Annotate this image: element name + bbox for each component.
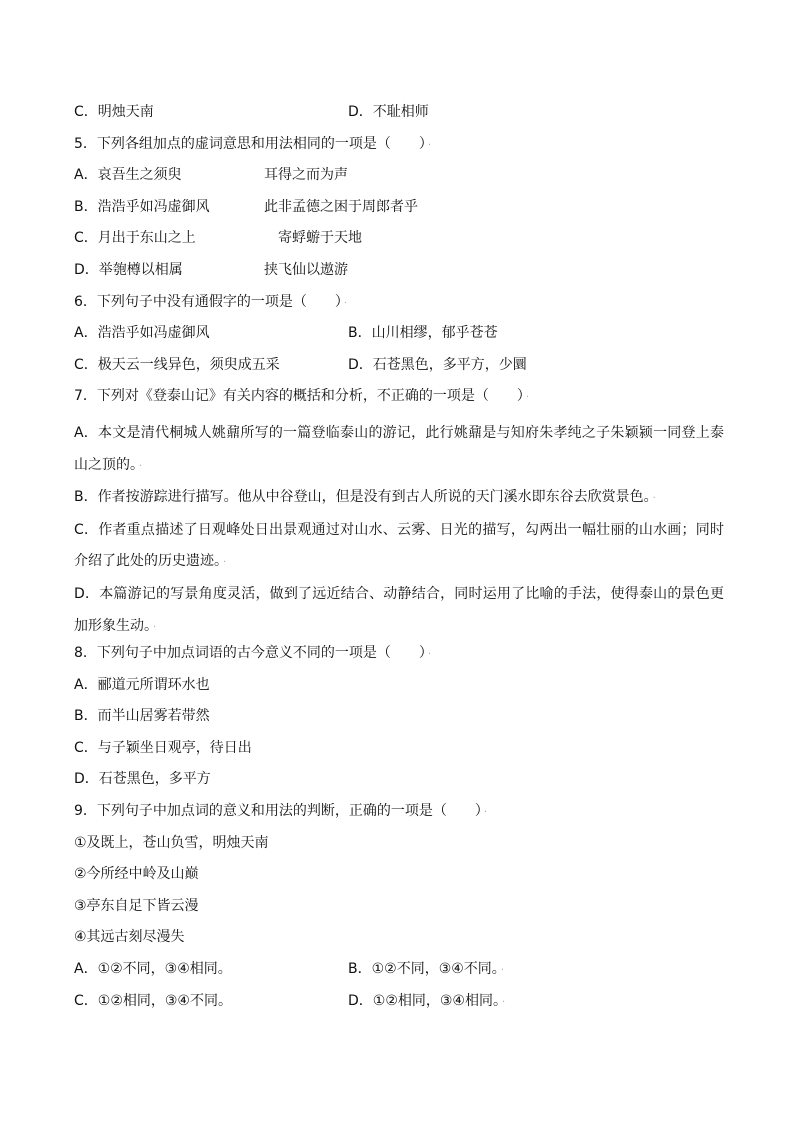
q9-item-4: ④其远古刻尽漫失 xyxy=(74,929,185,946)
q5-option-d-left: D．举匏樽以相属 xyxy=(74,261,183,278)
q5-option-c-left: C．月出于东山之上 xyxy=(74,230,196,247)
q6-options-ab xyxy=(74,323,724,355)
q9-options-cd xyxy=(74,991,724,1023)
q8-option-c: C．与子颖坐日观亭，待日出 xyxy=(74,739,252,756)
q4-option-d: D．不耻相师 xyxy=(348,104,429,120)
q6-option-b: B．山川相缪，郁乎苍苍 xyxy=(348,325,498,342)
q8-option-d: D．石苍黑色，多平方 xyxy=(74,771,211,788)
q5-option-a xyxy=(74,165,724,197)
q5-option-c-right: 寄蜉蝣于天地 xyxy=(278,230,362,247)
q5-option-b-left: B．浩浩乎如冯虚御风 xyxy=(74,198,210,215)
q9-stem: 9．下列句子中加点词的意义和用法的判断，正确的一项是（ ） · xyxy=(74,803,488,820)
q9-item-1: ①及既上，苍山负雪，明烛天南 xyxy=(74,834,269,851)
q5-option-a-left: A．哀吾生之须臾 xyxy=(74,167,182,184)
q9-item-3: ③亭东自足下皆云漫 xyxy=(74,897,199,914)
q9-option-c: C．①②相同，③④不同。 xyxy=(74,992,232,1009)
q5-option-c xyxy=(74,228,724,260)
q6-option-a: A．浩浩乎如冯虚御风 xyxy=(74,325,210,342)
q6-stem: 6．下列句子中没有通假字的一项是（ ） · xyxy=(74,293,348,310)
q6-option-d: D．石苍黑色，多平方，少圜 xyxy=(348,356,527,373)
q8-option-a: A．郦道元所谓环水也 xyxy=(74,676,210,693)
q7-option-a: A．本文是清代桐城人姚鼐所写的一篇登临泰山的游记，此行姚鼐是与知府朱孝纯之子朱颖颍一同登上泰山之顶的。 · xyxy=(74,424,724,473)
q5-option-d-right: 挟飞仙以遨游 xyxy=(264,261,348,278)
q7-option-d: D．本篇游记的写景角度灵活，做到了远近结合、动静结合，同时运用了比喻的手法，使得泰山的景色更加形象生动。 · xyxy=(74,585,724,634)
q9-option-d: D．①②相同，③④相同。 · xyxy=(348,992,506,1009)
q5-option-b-right: 此非孟德之困于周郎者乎 xyxy=(264,198,418,215)
q6-options-cd xyxy=(74,355,724,387)
q4-option-c: C．明烛天南 xyxy=(74,104,154,120)
q7-stem: 7．下列对《登泰山记》有关内容的概括和分析，不正确的一项是（ ） · xyxy=(74,388,530,405)
q9-option-a: A．①②不同，③④相同。 xyxy=(74,961,232,978)
q4-options-cd xyxy=(74,102,724,134)
q5-option-a-right: 耳得之而为声 xyxy=(264,167,348,184)
q5-option-d xyxy=(74,260,724,292)
q6-option-c: C．极天云一线异色，须臾成五采 xyxy=(74,356,280,373)
q9-item-2: ②今所经中岭及山巅 xyxy=(74,866,199,883)
q5-stem: 5．下列各组加点的虚词意思和用法相同的一项是（ ） · xyxy=(74,135,432,152)
q5-option-b xyxy=(74,197,724,229)
q8-option-b: B．而半山居雾若带然 xyxy=(74,708,210,725)
q7-option-b: B．作者按游踪进行描写。他从中谷登山，但是没有到古人所说的天门溪水即东谷去欣赏景色。 · xyxy=(74,489,656,506)
q9-option-b: B．①②不同，③④不同。 · xyxy=(348,961,504,978)
q8-stem: 8．下列句子中加点词语的古今意义不同的一项是（ ） · xyxy=(74,645,432,662)
q9-options-ab xyxy=(74,959,724,991)
q7-option-c: C．作者重点描述了日观峰处日出景观通过对山水、云雾、日光的描写，勾两出一幅壮丽的山水画；同时介绍了此处的历史遗迹。 · xyxy=(74,521,724,570)
